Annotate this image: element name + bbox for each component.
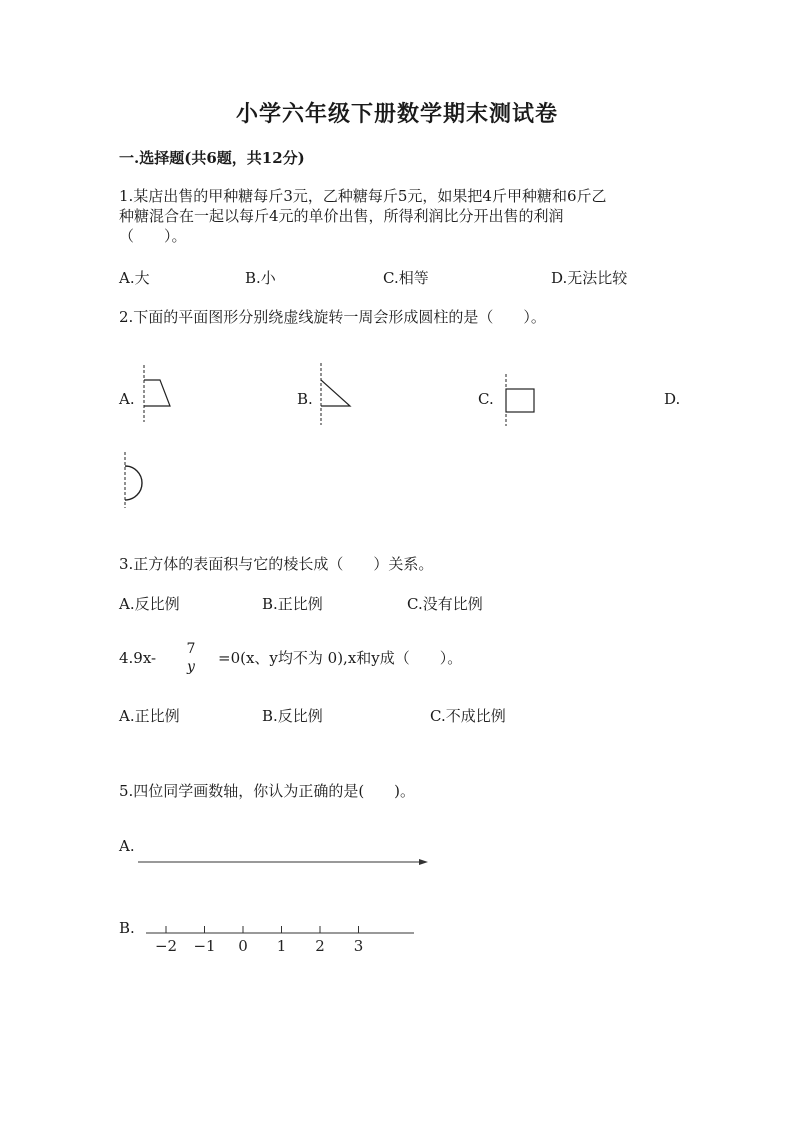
- question-1-option-b: B.小: [245, 269, 276, 287]
- question-1-line-3: （ ）。: [119, 227, 187, 245]
- section-heading: 一.选择题(共6题，共12分): [119, 149, 305, 167]
- question-5-option-a: A.: [119, 837, 135, 855]
- question-2-option-b: B.: [297, 390, 313, 408]
- numberline-label: 3: [353, 937, 364, 955]
- question-3-option-c: C.没有比例: [407, 595, 483, 613]
- question-2-option-a: A.: [119, 390, 135, 408]
- fraction-denominator: y: [187, 659, 195, 675]
- question-2-text: 2.下面的平面图形分别绕虚线旋转一周会形成圆柱的是（ ）。: [119, 308, 546, 326]
- question-1-line-2: 种糖混合在一起以每斤4元的单价出售，所得利润比分开出售的利润: [119, 207, 564, 225]
- question-4-suffix: =0(x、y均不为 0),x和y成（ ）。: [218, 649, 463, 667]
- question-4-option-c: C.不成比例: [430, 707, 506, 725]
- question-4-option-a: A.正比例: [119, 707, 180, 725]
- numberline-label: 0: [238, 937, 248, 955]
- question-5-option-b: B.: [119, 919, 135, 937]
- question-5-text: 5.四位同学画数轴，你认为正确的是( )。: [119, 782, 416, 800]
- numberline-label: 1: [276, 937, 287, 955]
- question-2-option-c: C.: [478, 390, 494, 408]
- question-3-option-a: A.反比例: [119, 595, 180, 613]
- question-4-prefix: 4.9x-: [119, 649, 157, 667]
- question-1-option-c: C.相等: [383, 269, 429, 287]
- numberline-b: [146, 926, 414, 955]
- question-4-option-b: B.反比例: [262, 707, 323, 725]
- page-title: 小学六年级下册数学期末测试卷: [235, 101, 558, 127]
- question-1-option-a: A.大: [119, 269, 150, 287]
- numberline-a-arrow: [138, 859, 428, 865]
- question-1-line-1: 1.某店出售的甲种糖每斤3元，乙种糖每斤5元，如果把4斤甲种糖和6斤乙: [119, 187, 607, 205]
- fraction-numerator: 7: [186, 641, 196, 657]
- numberline-label: 2: [315, 937, 325, 955]
- numberline-label: −1: [193, 937, 216, 955]
- numberline-label: −2: [154, 937, 178, 955]
- question-3-option-b: B.正比例: [262, 595, 323, 613]
- question-3-text: 3.正方体的表面积与它的棱长成（ ）关系。: [119, 555, 434, 573]
- question-2-option-d: D.: [664, 390, 681, 408]
- question-1-option-d: D.无法比较: [551, 269, 628, 287]
